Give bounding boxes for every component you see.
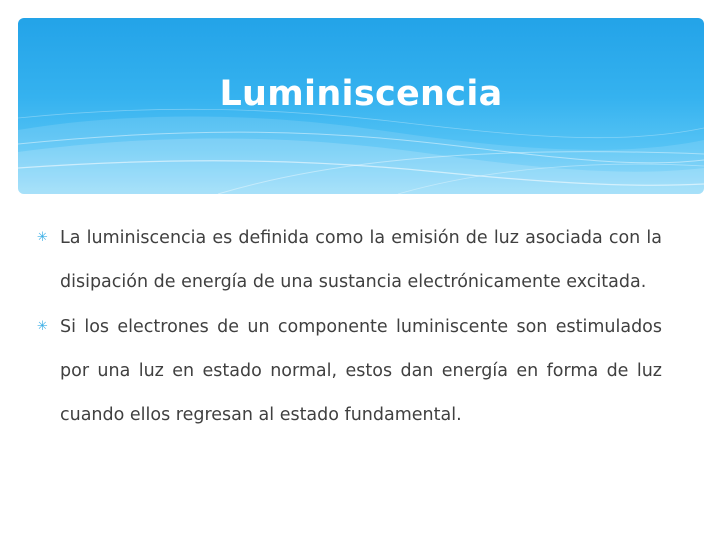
title-banner	[18, 18, 704, 194]
bullet-item	[36, 216, 662, 304]
slide-title: Luminiscencia	[219, 74, 503, 114]
bullet-text: La luminiscencia es definida como la emisión de luz asociada con la disipación de energía de una sustancia electrónicamente excitada.	[60, 228, 662, 292]
asterisk-bullet-icon: ✳	[37, 230, 48, 245]
bullet-text: Si los electrones de un componente luminiscente son estimulados por una luz en estado normal, estos dan energía en forma de luz cuando ellos regresan al estado fundamental.	[60, 317, 662, 425]
bullet-list	[36, 216, 662, 437]
bullet-item	[36, 305, 662, 437]
asterisk-bullet-icon: ✳	[37, 319, 48, 334]
